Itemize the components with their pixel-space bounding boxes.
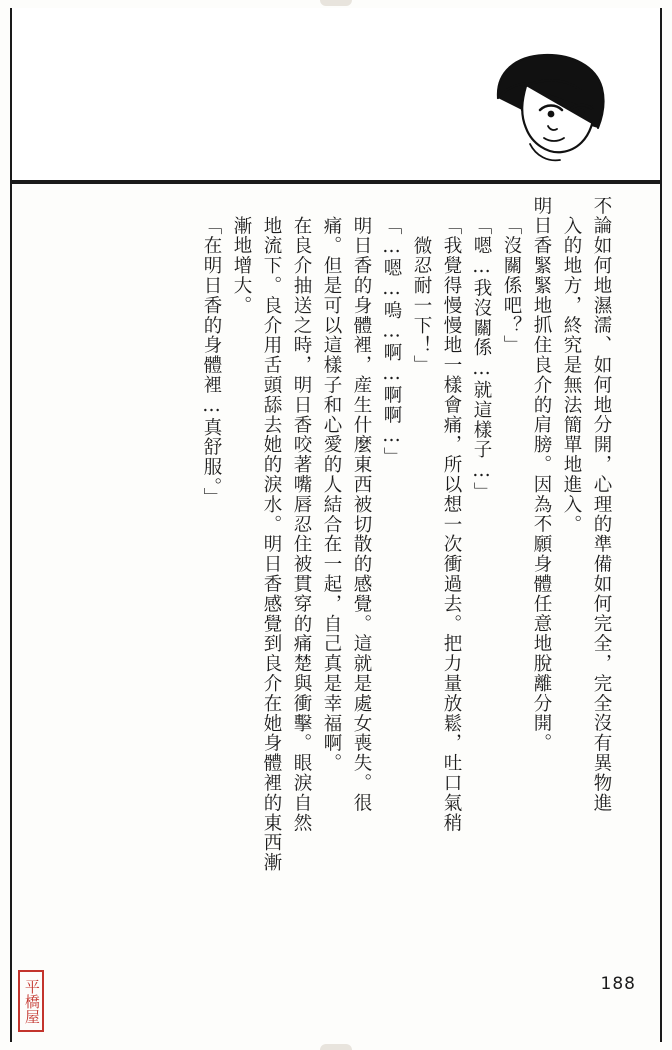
text-line: 「我覺得慢慢地一樣會痛，所以想一次衝過去。把力量放鬆，吐口氣稍 bbox=[441, 216, 462, 833]
page-number: 188 bbox=[600, 974, 636, 994]
text-line: 明日香的身體裡，産生什麼東西被切散的感覺。這就是處女喪失。很 bbox=[351, 216, 372, 813]
header-illustration-panel bbox=[12, 8, 660, 184]
page-border-right bbox=[660, 8, 662, 1042]
top-tick-mark bbox=[320, 0, 352, 6]
text-line: 不論如何地濕濡、如何地分開，心理的準備如何完全，完全沒有異物進 bbox=[591, 196, 612, 813]
text-line: 在良介抽送之時，明日香咬著嘴唇忍住被貫穿的痛楚與衝擊。眼淚自然 bbox=[291, 216, 312, 833]
bottom-tick-mark bbox=[320, 1044, 352, 1050]
vertical-text-body bbox=[110, 196, 610, 956]
text-line: 入的地方，終究是無法簡單地進入。 bbox=[561, 216, 582, 535]
text-line: 痛。但是可以這樣子和心愛的人結合在一起，自己真是幸福啊。 bbox=[321, 216, 342, 774]
text-line: 「嗯…我沒關係…就這樣子…」 bbox=[471, 216, 492, 503]
text-line: 漸地增大。 bbox=[231, 216, 252, 316]
publisher-seal: 平橋屋 bbox=[18, 970, 44, 1032]
text-line: 明日香緊緊地抓住良介的肩膀。因為不願身體任意地脫離分開。 bbox=[531, 196, 552, 754]
text-line: 「沒關係吧？」 bbox=[501, 216, 522, 356]
text-line: 「…嗯…嗚…啊…啊啊…」 bbox=[381, 216, 402, 468]
text-line: 微忍耐一下！」 bbox=[411, 236, 432, 376]
female-face-icon bbox=[486, 52, 612, 164]
text-line: 地流下。良介用舌頭舔去她的淚水。明日香感覺到良介在她身體裡的東西漸 bbox=[261, 216, 282, 873]
text-line: 「在明日香的身體裡…真舒服。」 bbox=[201, 216, 222, 508]
